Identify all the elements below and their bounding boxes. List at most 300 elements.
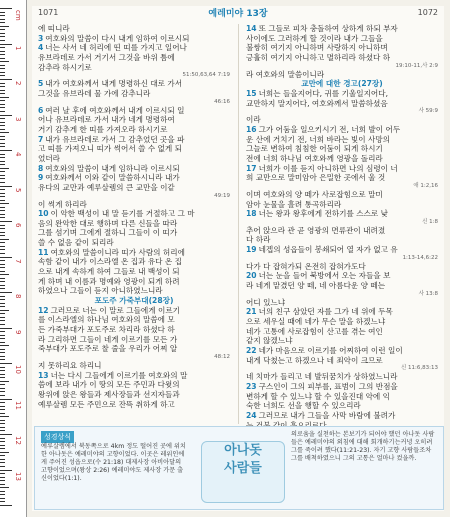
ruler-tick bbox=[0, 72, 5, 73]
verse-number: 18 bbox=[246, 209, 257, 219]
verse-text: 이라 bbox=[246, 115, 261, 125]
verse-number: 24 bbox=[246, 410, 257, 420]
verse-text: 같지 않겠느냐 bbox=[246, 336, 293, 346]
verse-text: 음의 완악한 대로 행하며 다른 신들을 따라 bbox=[38, 218, 178, 228]
ruler-tick bbox=[0, 65, 5, 66]
ruler-tick bbox=[0, 416, 9, 417]
column-divider bbox=[238, 24, 239, 424]
verse-number: 14 bbox=[246, 24, 257, 33]
chapter-title: 예레미야 13장 bbox=[208, 9, 268, 19]
ruler-tick bbox=[0, 374, 5, 375]
ruler-number: 7 bbox=[14, 258, 22, 263]
ruler-tick bbox=[0, 122, 5, 123]
ruler-tick bbox=[0, 186, 12, 187]
verse-text: 여호와의 말씀이니라 띠가 사람의 허리에 bbox=[50, 247, 185, 257]
ruler-tick bbox=[0, 342, 5, 343]
verse-line bbox=[38, 315, 230, 325]
verse-text: 내가 여호와께서 내게 명령하신 대로 가서 bbox=[45, 79, 183, 89]
ruler-tick bbox=[0, 459, 5, 460]
ruler-tick bbox=[0, 462, 5, 463]
section-heading: 포도주 가죽부대(28장) bbox=[94, 296, 174, 306]
verse-line bbox=[246, 356, 438, 366]
ruler-tick bbox=[0, 207, 5, 208]
ruler-tick bbox=[0, 455, 5, 456]
verse-text: 너희는 들을지어다, 귀를 기울일지어다, bbox=[258, 88, 389, 98]
verse-line bbox=[38, 277, 230, 287]
ruler-number: 12 bbox=[14, 436, 22, 445]
ruler-tick bbox=[0, 157, 5, 158]
ruler-tick bbox=[0, 494, 5, 495]
ruler-tick bbox=[0, 303, 5, 304]
box-text-left: 예루살렘에서 북동쪽으로 4km 정도 떨어진 곳에 위치한 아나돗은 예레미야의 고향이었다. 이곳은 레위인에게 주어진 성읍으로(수 21:18) 대제사장 아비아달의 고향이었으며(왕상 2:26) 예레미야도 제사장 가문 출신이었다(1:1). bbox=[41, 443, 186, 483]
ruler-tick bbox=[0, 480, 5, 481]
verse-text: 를 이스라엘의 하나님 여호와의 말씀에 모 bbox=[38, 315, 175, 325]
ruler-tick bbox=[0, 352, 5, 353]
verse-text: 예루살렘 모든 주민으로 잔뜩 취하게 하고 bbox=[38, 399, 175, 409]
ruler-tick bbox=[0, 217, 5, 218]
verse-line bbox=[246, 411, 438, 421]
verse-line bbox=[246, 164, 438, 174]
ruler-tick bbox=[0, 75, 5, 76]
ruler-tick bbox=[0, 434, 12, 435]
box-tag: 성경상식 bbox=[41, 431, 74, 443]
verse-line bbox=[246, 89, 438, 99]
ruler-tick bbox=[0, 12, 5, 13]
verse-line bbox=[246, 245, 438, 255]
ruler-tick bbox=[0, 193, 5, 194]
verse-text: 그늘로 변하여 침침한 어둠이 되게 하시기 bbox=[246, 144, 383, 154]
verse-text: 이며 여호와의 양 떼가 사로잡힘으로 말미 bbox=[246, 189, 383, 199]
right-text-column bbox=[246, 24, 438, 430]
verse-line bbox=[38, 209, 230, 219]
ruler-tick bbox=[0, 296, 5, 297]
ruler-tick bbox=[0, 501, 5, 502]
cross-reference: 19:10-11,사 2:9 bbox=[395, 62, 438, 69]
verse-line bbox=[38, 144, 230, 154]
verse-line bbox=[38, 335, 230, 345]
ruler-tick bbox=[0, 235, 5, 236]
verse-text: 운 산에 거치기 전, 너희 바라는 빛이 사망의 bbox=[246, 134, 391, 144]
verse-number: 8 bbox=[38, 163, 44, 173]
verse-text: 유브라데로 가서 거기서 그것을 바위 틈에 bbox=[38, 52, 175, 62]
verse-text: 내게 닥쳤는고 하겠으나 네 죄악이 크므로 bbox=[246, 355, 383, 365]
verse-text: 너는 왕과 왕후에게 전하기를 스스로 낮 bbox=[258, 209, 389, 219]
ruler-tick bbox=[0, 313, 5, 314]
verse-line bbox=[246, 53, 438, 63]
verse-number: 3 bbox=[38, 33, 44, 43]
verse-line bbox=[38, 371, 230, 381]
ruler-tick bbox=[0, 324, 5, 325]
bible-knowledge-box bbox=[34, 426, 444, 510]
ruler-tick bbox=[0, 271, 5, 272]
verse-line bbox=[246, 43, 438, 53]
verse-line bbox=[246, 281, 438, 291]
verse-text: 그를 섬기며 그에게 절하니 그들이 이 띠가 bbox=[38, 228, 178, 238]
ruler-tick bbox=[0, 22, 5, 23]
verse-text: 라 네게 맡겼던 양 떼, 네 아름다운 양 떼는 bbox=[246, 281, 386, 291]
ruler-number: 8 bbox=[14, 294, 22, 299]
verse-line bbox=[246, 200, 438, 210]
verse-text: 여호와의 말씀이 내게 임하니라 이르시되 bbox=[45, 163, 180, 173]
verse-line bbox=[246, 209, 438, 219]
ruler-number: 10 bbox=[14, 365, 22, 374]
verse-line bbox=[246, 307, 438, 317]
ruler-tick bbox=[0, 182, 5, 183]
ruler-tick bbox=[0, 29, 5, 30]
verse-line bbox=[246, 235, 438, 245]
verse-text: 네 치마가 들리고 네 발뒤꿈치가 상하였느니라 bbox=[246, 372, 398, 382]
verse-number: 7 bbox=[38, 134, 44, 144]
verse-text: 게 하며 내 이름과 명예와 영광이 되게 하려 bbox=[38, 276, 180, 286]
page-number-right: 1072 bbox=[417, 8, 438, 17]
verse-line bbox=[38, 125, 230, 135]
verse-number: 13 bbox=[38, 370, 49, 380]
ruler-tick bbox=[0, 381, 9, 382]
box-title-top: 아나돗 bbox=[224, 443, 262, 458]
verse-number: 16 bbox=[246, 124, 257, 134]
ruler-tick bbox=[0, 498, 5, 499]
ruler-tick bbox=[0, 44, 12, 45]
ruler-number: 2 bbox=[14, 81, 22, 86]
ruler-tick bbox=[0, 139, 5, 140]
ruler-tick bbox=[0, 146, 5, 147]
ruler-number: 3 bbox=[14, 116, 22, 121]
verse-text: 여러 날 후에 여호와께서 내게 이르시되 일 bbox=[45, 105, 185, 115]
ruler-tick bbox=[0, 58, 5, 59]
verse-line bbox=[246, 135, 438, 145]
verse-text: 씀에 보라 내가 이 땅의 모든 주민과 다윗의 bbox=[38, 380, 180, 390]
verse-line bbox=[38, 173, 230, 183]
verse-line bbox=[38, 380, 230, 390]
verse-text: 네겝의 성읍들이 봉쇄되어 열 자가 없고 유 bbox=[258, 245, 398, 255]
verse-line bbox=[246, 336, 438, 346]
cross-reference: 사 13:8 bbox=[418, 290, 438, 297]
verse-line bbox=[246, 173, 438, 183]
verse-line bbox=[38, 89, 230, 99]
ruler-tick bbox=[0, 427, 5, 428]
ruler-tick bbox=[0, 154, 5, 155]
ruler-tick bbox=[0, 168, 9, 169]
verse-line bbox=[38, 286, 230, 296]
ruler-tick bbox=[0, 473, 5, 474]
ruler-tick bbox=[0, 150, 12, 151]
ruler-tick bbox=[0, 391, 5, 392]
verse-text: 으로 세우실 때에 네가 무슨 말을 하겠느냐 bbox=[246, 317, 386, 327]
ruler-tick bbox=[0, 196, 5, 197]
ruler-tick bbox=[0, 125, 5, 126]
ruler-tick bbox=[0, 242, 5, 243]
ruler-tick bbox=[0, 97, 9, 98]
ruler-tick bbox=[0, 33, 5, 34]
verse-text: 고 띠를 가져오니 띠가 썩어서 쓸 수 없게 되 bbox=[38, 144, 183, 154]
verse-number: 19 bbox=[246, 245, 257, 255]
ruler-tick bbox=[0, 79, 12, 80]
ruler-tick bbox=[0, 505, 12, 506]
measuring-ruler bbox=[0, 0, 27, 517]
verse-line bbox=[246, 34, 438, 44]
ruler-tick bbox=[0, 246, 5, 247]
ruler-tick bbox=[0, 448, 5, 449]
verse-line bbox=[246, 317, 438, 327]
ruler-tick bbox=[0, 100, 5, 101]
ruler-tick bbox=[0, 104, 5, 105]
verse-text: 어디 있느냐 bbox=[246, 297, 286, 307]
verse-line bbox=[246, 226, 438, 236]
verse-text: 구스인이 그의 피부를, 표범이 그의 반점을 bbox=[258, 382, 398, 391]
verse-text: 그러므로 너는 이 말로 그들에게 이르기 bbox=[50, 305, 181, 315]
ruler-tick bbox=[0, 377, 5, 378]
ruler-tick bbox=[0, 331, 5, 332]
ruler-tick bbox=[0, 452, 9, 453]
verse-text: 여호와께서 이와 같이 말씀하시니라 내가 bbox=[45, 173, 180, 183]
ruler-tick bbox=[0, 406, 5, 407]
verse-number: 9 bbox=[38, 173, 44, 183]
verse-line bbox=[246, 372, 438, 382]
verse-text: 든 가죽부대가 포도주로 차리라 하셨다 하 bbox=[38, 325, 175, 335]
verse-text: 추어 앉으라 관 곧 영광의 면류관이 내려졌 bbox=[246, 225, 386, 235]
verse-number: 15 bbox=[246, 88, 257, 98]
verse-text: 죽부대가 포도주로 찰 줄을 우리가 어찌 알 bbox=[38, 344, 178, 354]
verse-line bbox=[38, 106, 230, 116]
ruler-tick bbox=[0, 466, 5, 467]
ruler-tick bbox=[0, 178, 5, 179]
ruler-tick bbox=[0, 320, 5, 321]
ruler-tick bbox=[0, 292, 12, 293]
verse-text: 라 그리하면 그들이 네게 이르기를 모든 가 bbox=[38, 334, 178, 344]
verse-text: 내가 유브라데로 가서 그 감추었던 곳을 파 bbox=[45, 134, 185, 144]
ruler-tick bbox=[0, 356, 5, 357]
ruler-tick bbox=[0, 221, 12, 222]
verse-line bbox=[38, 154, 230, 164]
ruler-tick bbox=[0, 310, 9, 311]
verse-text: 감추라 하시기로 bbox=[38, 62, 92, 72]
verse-text: 너는 눈을 들어 북방에서 오는 자들을 보 bbox=[258, 271, 391, 281]
ruler-tick bbox=[0, 54, 5, 55]
verse-line bbox=[246, 382, 438, 392]
ruler-tick bbox=[0, 367, 5, 368]
ruler-tick bbox=[0, 249, 5, 250]
verse-line bbox=[38, 24, 230, 34]
bible-page-spread bbox=[32, 6, 444, 511]
verse-text: 또 그들로 피차 충돌하여 상하게 하되 부자 bbox=[258, 24, 398, 33]
ruler-tick bbox=[0, 338, 5, 339]
ruler-tick bbox=[0, 51, 5, 52]
ruler-tick bbox=[0, 111, 5, 112]
verse-text: 라 여호와의 말씀이니라 bbox=[246, 69, 325, 79]
section-heading: 교만에 대한 경고(27장) bbox=[301, 79, 383, 89]
ruler-tick bbox=[0, 228, 5, 229]
ruler-tick bbox=[0, 200, 5, 201]
box-title-bottom: 사람들 bbox=[224, 461, 262, 476]
verse-text: 너의 친구 삼았던 자를 그가 네 위에 두목 bbox=[258, 307, 393, 317]
verse-number: 11 bbox=[38, 247, 49, 257]
verse-text: 네가 고통에 사로잡힘이 산고를 겪는 여인 bbox=[246, 326, 383, 336]
ruler-tick bbox=[0, 90, 5, 91]
verse-number: 5 bbox=[38, 79, 44, 89]
verse-text: 어나 유브라데로 가서 내가 네게 명령하여 bbox=[38, 115, 175, 125]
ruler-tick bbox=[0, 274, 9, 275]
ruler-tick bbox=[0, 278, 5, 279]
verse-line bbox=[38, 135, 230, 145]
verse-line bbox=[246, 298, 438, 308]
verse-line bbox=[246, 327, 438, 337]
ruler-tick bbox=[0, 317, 5, 318]
ruler-tick bbox=[0, 395, 5, 396]
verse-line bbox=[246, 271, 438, 281]
ruler-tick bbox=[0, 345, 9, 346]
cross-reference: 48:12 bbox=[214, 354, 230, 360]
verse-number: 6 bbox=[38, 105, 44, 115]
verse-number: 17 bbox=[246, 163, 257, 173]
ruler-tick bbox=[0, 225, 5, 226]
ruler-tick bbox=[0, 491, 5, 492]
verse-text: 교만하지 말지어다, 여호와께서 말씀하셨음 bbox=[246, 98, 388, 108]
verse-text: 유다의 교만과 예루살렘의 큰 교만을 이같 bbox=[38, 182, 175, 192]
verse-line bbox=[246, 70, 438, 80]
ruler-tick bbox=[0, 129, 5, 130]
verse-text: 지 못하리요 하리니 bbox=[38, 361, 102, 370]
ruler-tick bbox=[0, 260, 5, 261]
verse-text: 그러므로 내가 그들을 사막 바람에 불려가 bbox=[258, 410, 396, 420]
box-text-right: 의로움을 실천하는 본보기가 되어야 했던 아나돗 사람들은 예레미야의 외침에 대해 회개하기는커녕 오히려 그를 죽이려 했다(11:21-23). 자기 고향 사람들조차 그를 배척하였으니 그의 고통은 얼마나 컸을까. bbox=[291, 431, 435, 463]
verse-text: 긍휼히 여기지 아니하고 멸하리라 하셨다 하 bbox=[246, 52, 391, 62]
ruler-tick bbox=[0, 409, 5, 410]
ruler-tick bbox=[0, 370, 5, 371]
ruler-tick bbox=[0, 68, 5, 69]
verse-number: 4 bbox=[38, 43, 44, 53]
verse-line bbox=[38, 361, 230, 371]
ruler-tick bbox=[0, 36, 5, 37]
verse-text: 변하게 할 수 있느냐 할 수 있을진대 악에 익 bbox=[246, 391, 391, 401]
cross-reference: 신 1:8 bbox=[422, 218, 438, 225]
verse-line bbox=[38, 164, 230, 174]
ruler-tick bbox=[0, 257, 12, 258]
ruler-tick bbox=[0, 232, 5, 233]
verse-text: 으로 내게 속하게 하여 그들로 내 백성이 되 bbox=[38, 267, 180, 277]
left-text-column bbox=[38, 24, 230, 409]
cross-reference: 46:16 bbox=[214, 98, 230, 105]
ruler-tick bbox=[0, 363, 12, 364]
verse-line bbox=[38, 267, 230, 277]
ruler-tick bbox=[0, 171, 5, 172]
ruler-tick bbox=[0, 15, 5, 16]
verse-text: 숙한 너희도 선을 행할 수 있으리라 bbox=[246, 401, 361, 411]
ruler-tick bbox=[0, 267, 5, 268]
verse-text: 그것을 유브라데 물 가에 감추니라 bbox=[38, 88, 151, 98]
verse-line bbox=[38, 325, 230, 335]
ruler-tick bbox=[0, 210, 5, 211]
ruler-tick bbox=[0, 306, 5, 307]
ruler-tick bbox=[0, 388, 5, 389]
ruler-tick bbox=[0, 264, 5, 265]
ruler-number: 13 bbox=[14, 471, 22, 481]
ruler-tick bbox=[0, 402, 5, 403]
verse-line bbox=[38, 34, 230, 44]
ruler-tick bbox=[0, 8, 12, 9]
ruler-tick bbox=[0, 470, 12, 471]
verse-text: 암아 눈물을 흘려 통곡하리라 bbox=[246, 199, 342, 209]
verse-text: 네가 마음으로 이르기를 어찌하여 이런 일이 bbox=[258, 346, 403, 356]
verse-line bbox=[38, 228, 230, 238]
ruler-tick bbox=[0, 441, 5, 442]
ruler-tick bbox=[0, 399, 12, 400]
verse-line bbox=[38, 238, 230, 248]
page-number-left: 1071 bbox=[38, 8, 59, 17]
verse-text: 었더라 bbox=[38, 153, 61, 163]
box-title-emblem bbox=[201, 441, 285, 503]
ruler-tick bbox=[0, 203, 9, 204]
ruler-tick bbox=[0, 26, 9, 27]
verse-text: 이 악한 백성이 내 말 듣기를 거절하고 그 마 bbox=[50, 209, 195, 219]
ruler-tick bbox=[0, 423, 5, 424]
verse-text: 너는 사서 네 허리에 띤 띠를 가지고 일어나 bbox=[45, 43, 187, 53]
verse-text: 속함 같이 내가 이스라엘 온 집과 유다 온 집 bbox=[38, 257, 183, 267]
ruler-tick bbox=[0, 299, 5, 300]
verse-line bbox=[38, 43, 230, 53]
verse-line bbox=[246, 125, 438, 135]
ruler-number: 1 bbox=[14, 45, 22, 50]
ruler-tick bbox=[0, 118, 5, 119]
verse-line bbox=[38, 219, 230, 229]
verse-number: 23 bbox=[246, 382, 257, 391]
verse-text: 왕위에 앉은 왕들과 제사장들과 선지자들과 bbox=[38, 389, 180, 399]
ruler-tick bbox=[0, 19, 5, 20]
verse-line bbox=[38, 400, 230, 410]
verse-text: 하였으나 그들이 듣지 아니하였느니라 bbox=[38, 286, 163, 296]
verse-line bbox=[246, 154, 438, 164]
verse-line bbox=[246, 144, 438, 154]
verse-line bbox=[246, 115, 438, 125]
cross-reference: 애 1:2,16 bbox=[413, 182, 438, 189]
verse-line bbox=[38, 79, 230, 89]
verse-text: 전에 너희 하나님 여호와께 영광을 돌리라 bbox=[246, 153, 383, 163]
ruler-tick bbox=[0, 328, 12, 329]
ruler-tick bbox=[0, 161, 5, 162]
verse-text: 너희가 이를 듣지 아니하면 나의 심령이 너 bbox=[258, 163, 398, 173]
cross-reference: 51:50,63,64 7:19 bbox=[182, 72, 230, 79]
verse-line bbox=[38, 257, 230, 267]
verse-line bbox=[246, 392, 438, 402]
ruler-tick bbox=[0, 445, 5, 446]
ruler-tick bbox=[0, 413, 5, 414]
ruler-tick bbox=[0, 430, 5, 431]
verse-text: 거기 감추게 한 띠를 가져오라 하시기로 bbox=[38, 124, 168, 134]
ruler-tick bbox=[0, 40, 5, 41]
verse-line bbox=[38, 53, 230, 63]
ruler-tick bbox=[0, 107, 5, 108]
verse-line bbox=[246, 99, 438, 109]
ruler-number: 5 bbox=[14, 187, 22, 192]
ruler-tick bbox=[0, 349, 5, 350]
ruler-number: 11 bbox=[14, 400, 22, 410]
ruler-tick bbox=[0, 164, 5, 165]
verse-text: 여호와의 말씀이 다시 내게 임하여 이르시되 bbox=[45, 33, 190, 43]
ruler-tick bbox=[0, 214, 5, 215]
verse-line bbox=[246, 24, 438, 34]
ruler-tick bbox=[0, 335, 5, 336]
ruler-tick bbox=[0, 115, 12, 116]
ruler-tick bbox=[0, 189, 5, 190]
ruler-tick bbox=[0, 420, 5, 421]
ruler-tick bbox=[0, 438, 5, 439]
verse-text: 사이에도 그러하게 할 것이라 내가 그들을 bbox=[246, 33, 383, 43]
ruler-tick bbox=[0, 288, 5, 289]
verse-text: 다가 다 잡혀가되 온전히 잡혀가도다 bbox=[246, 261, 366, 271]
verse-line bbox=[38, 63, 230, 73]
ruler-tick bbox=[0, 83, 5, 84]
ruler-tick bbox=[0, 359, 5, 360]
ruler-tick bbox=[0, 487, 9, 488]
